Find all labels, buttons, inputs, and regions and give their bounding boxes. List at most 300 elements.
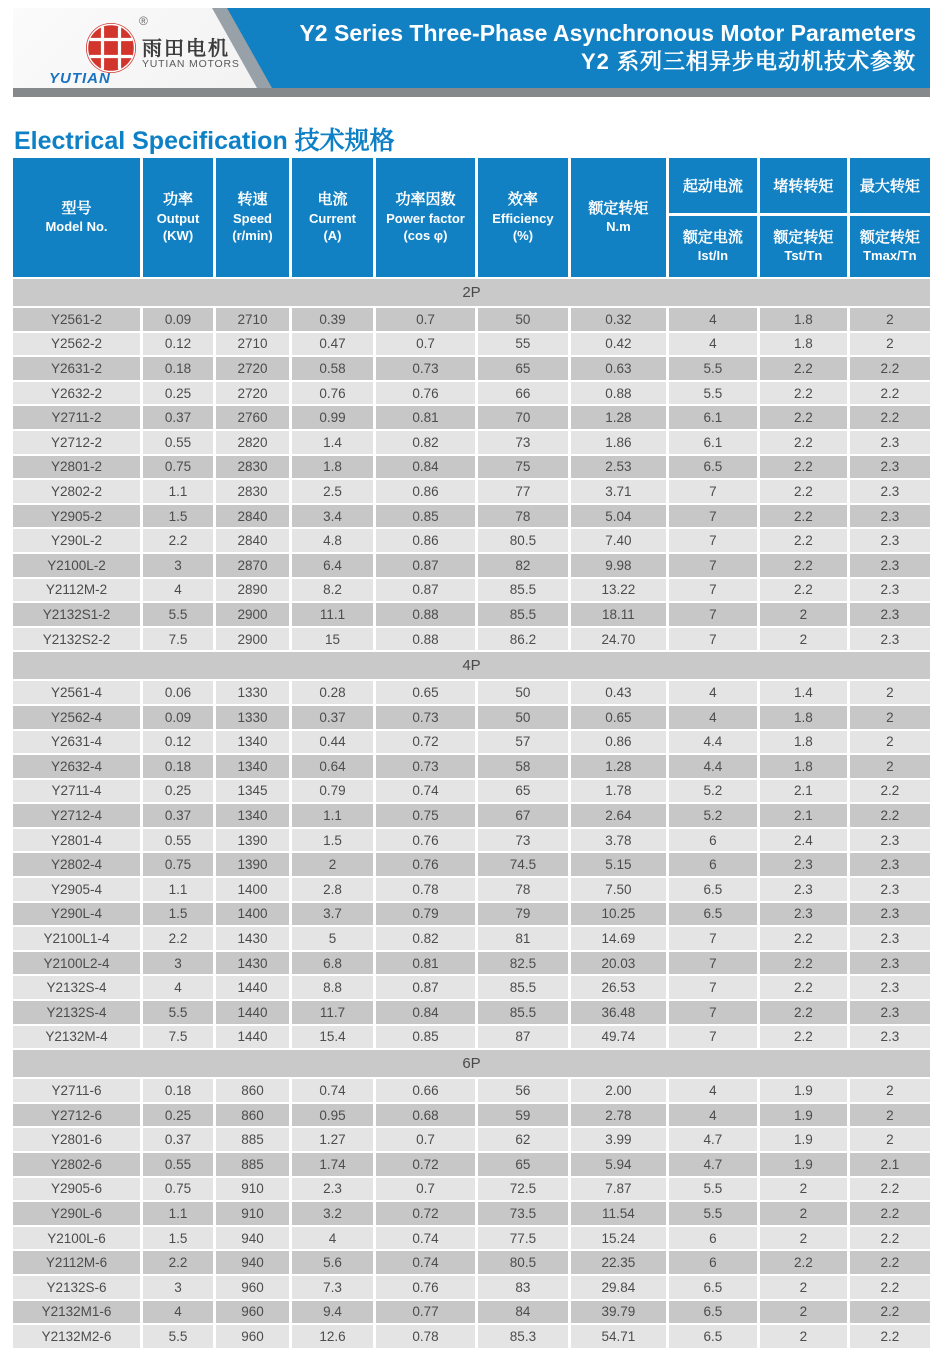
cell: 36.48: [568, 1001, 666, 1024]
cell: 1340: [213, 755, 289, 778]
cell: 55: [475, 333, 568, 356]
cell: 2900: [213, 628, 289, 651]
cell: Y2132S-4: [13, 1001, 140, 1024]
cell: 5.5: [666, 382, 757, 405]
section-band: 6P: [13, 1048, 930, 1077]
cell: 0.37: [140, 406, 213, 429]
table-row: [13, 1151, 930, 1176]
cell: 18.11: [568, 603, 666, 626]
cell: 73: [475, 829, 568, 852]
cell: 0.78: [373, 878, 475, 901]
cell: 7: [666, 927, 757, 950]
cell: 2870: [213, 554, 289, 577]
cell: Y290L-4: [13, 903, 140, 926]
cell: 50: [475, 308, 568, 331]
cell: 2.2: [847, 1276, 930, 1299]
cell: 0.73: [373, 357, 475, 380]
cell: 11.1: [289, 603, 373, 626]
header-title-en: Y2 Series Three-Phase Asynchronous Motor Parameters: [299, 20, 916, 47]
cell: 0.87: [373, 554, 475, 577]
table-body: [13, 277, 930, 1348]
cell: 22.35: [568, 1251, 666, 1274]
cell: 2.2: [847, 1301, 930, 1324]
table-row: [13, 429, 930, 454]
cell: 2.2: [847, 1178, 930, 1201]
cell: 1.78: [568, 780, 666, 803]
cell: 57: [475, 731, 568, 754]
column-header-bottom: 额定电流 Ist/In: [682, 228, 743, 264]
cell: 2760: [213, 406, 289, 429]
cell: 2: [757, 1227, 847, 1250]
column-header-top: 最大转矩: [850, 158, 930, 216]
cell: 2.2: [847, 1325, 930, 1348]
cell: 5.2: [666, 780, 757, 803]
cell: 2.3: [847, 456, 930, 479]
cell: 2.3: [847, 829, 930, 852]
cell: 2.2: [757, 382, 847, 405]
cell: Y2711-6: [13, 1079, 140, 1102]
cell: 2720: [213, 382, 289, 405]
cell: 81: [475, 927, 568, 950]
cell: Y2632-2: [13, 382, 140, 405]
cell: 1.28: [568, 406, 666, 429]
cell: 74.5: [475, 853, 568, 876]
cell: Y2132S1-2: [13, 603, 140, 626]
cell: 7: [666, 505, 757, 528]
cell: 860: [213, 1104, 289, 1127]
cell: 2.53: [568, 456, 666, 479]
cell: 1430: [213, 927, 289, 950]
cell: 5.94: [568, 1153, 666, 1176]
cell: 0.72: [373, 1153, 475, 1176]
table-row: [13, 306, 930, 331]
cell: 2.3: [757, 853, 847, 876]
cell: 11.54: [568, 1202, 666, 1225]
cell: 1.74: [289, 1153, 373, 1176]
cell: 2.3: [847, 431, 930, 454]
cell: 2.2: [847, 382, 930, 405]
cell: 0.7: [373, 1128, 475, 1151]
cell: 2.3: [847, 976, 930, 999]
table-row: [13, 478, 930, 503]
cell: 2.2: [757, 976, 847, 999]
cell: 0.47: [289, 333, 373, 356]
cell: 0.37: [140, 1128, 213, 1151]
column-header: 电流 Current (A): [289, 158, 373, 277]
cell: 11.7: [289, 1001, 373, 1024]
cell: 6: [666, 829, 757, 852]
cell: 885: [213, 1153, 289, 1176]
cell: 2.2: [757, 554, 847, 577]
cell: 0.65: [568, 706, 666, 729]
cell: 0.68: [373, 1104, 475, 1127]
cell: 7.5: [140, 628, 213, 651]
cell: 2: [847, 731, 930, 754]
cell: 79: [475, 903, 568, 926]
cell: 2.2: [847, 804, 930, 827]
cell: 1.4: [757, 681, 847, 704]
cell: 2.2: [140, 1251, 213, 1274]
cell: 2.3: [847, 903, 930, 926]
cell: 0.75: [373, 804, 475, 827]
cell: Y2711-2: [13, 406, 140, 429]
cell: 3.4: [289, 505, 373, 528]
cell: 0.42: [568, 333, 666, 356]
cell: Y2132S-4: [13, 976, 140, 999]
cell: 4: [666, 1079, 757, 1102]
cell: 6.5: [666, 1276, 757, 1299]
cell: 2.2: [757, 456, 847, 479]
cell: 1.4: [289, 431, 373, 454]
cell: 6.5: [666, 878, 757, 901]
cell: 0.81: [373, 952, 475, 975]
cell: 9.4: [289, 1301, 373, 1324]
cell: 2: [847, 1104, 930, 1127]
cell: 2.2: [847, 1202, 930, 1225]
cell: 2: [757, 1202, 847, 1225]
cell: Y2905-6: [13, 1178, 140, 1201]
cell: 2.3: [757, 878, 847, 901]
cell: 0.85: [373, 505, 475, 528]
cell: 0.74: [373, 1227, 475, 1250]
cell: 6.5: [666, 903, 757, 926]
cell: 14.69: [568, 927, 666, 950]
cell: 1.8: [289, 456, 373, 479]
cell: 0.39: [289, 308, 373, 331]
cell: 7.3: [289, 1276, 373, 1299]
table-row: [13, 503, 930, 528]
cell: 2.78: [568, 1104, 666, 1127]
cell: 1345: [213, 780, 289, 803]
cell: 2.00: [568, 1079, 666, 1102]
table-row: [13, 355, 930, 380]
cell: 2.2: [847, 406, 930, 429]
cell: 1440: [213, 976, 289, 999]
cell: 4.4: [666, 755, 757, 778]
section-band: 4P: [13, 650, 930, 679]
brand-script: YUTIAN: [49, 70, 111, 87]
cell: Y2711-4: [13, 780, 140, 803]
cell: Y2132S2-2: [13, 628, 140, 651]
header-underline-bar: [13, 88, 930, 97]
cell: 66: [475, 382, 568, 405]
cell: 0.55: [140, 431, 213, 454]
cell: 2: [757, 603, 847, 626]
cell: 0.82: [373, 431, 475, 454]
cell: 2900: [213, 603, 289, 626]
table-row: [13, 729, 930, 754]
cell: 2.2: [757, 431, 847, 454]
cell: 1440: [213, 1001, 289, 1024]
column-header: 效率 Efficiency (%): [475, 158, 568, 277]
cell: 8.8: [289, 976, 373, 999]
cell: 0.66: [373, 1079, 475, 1102]
cell: 0.87: [373, 976, 475, 999]
cell: 5.5: [140, 1001, 213, 1024]
cell: 7: [666, 579, 757, 602]
cell: 0.58: [289, 357, 373, 380]
cell: 78: [475, 505, 568, 528]
header-titles: [283, 8, 930, 88]
cell: 5.5: [140, 603, 213, 626]
cell: 7: [666, 480, 757, 503]
cell: 2.1: [847, 1153, 930, 1176]
table-row: [13, 1176, 930, 1201]
cell: 75: [475, 456, 568, 479]
cell: 77: [475, 480, 568, 503]
cell: 0.55: [140, 829, 213, 852]
cell: 5: [289, 927, 373, 950]
table-row: [13, 404, 930, 429]
cell: 2.4: [757, 829, 847, 852]
cell: 2890: [213, 579, 289, 602]
cell: 0.76: [373, 829, 475, 852]
cell: Y2632-4: [13, 755, 140, 778]
cell: 3.7: [289, 903, 373, 926]
table-row: [13, 1126, 930, 1151]
cell: 50: [475, 706, 568, 729]
brand-name-cn: 雨田电机: [142, 38, 230, 60]
cell: 2.3: [847, 878, 930, 901]
cell: Y2132M1-6: [13, 1301, 140, 1324]
cell: 7.40: [568, 529, 666, 552]
cell: 5.6: [289, 1251, 373, 1274]
cell: 0.7: [373, 1178, 475, 1201]
cell: 2.2: [757, 1026, 847, 1049]
cell: 2.2: [140, 529, 213, 552]
cell: 80.5: [475, 1251, 568, 1274]
cell: 1.9: [757, 1153, 847, 1176]
cell: 10.25: [568, 903, 666, 926]
cell: 1330: [213, 681, 289, 704]
cell: 2830: [213, 456, 289, 479]
table-row: [13, 704, 930, 729]
cell: Y2631-2: [13, 357, 140, 380]
cell: 7: [666, 952, 757, 975]
cell: 85.5: [475, 579, 568, 602]
cell: 0.79: [289, 780, 373, 803]
cell: Y290L-2: [13, 529, 140, 552]
cell: 5.04: [568, 505, 666, 528]
cell: 2.3: [847, 1026, 930, 1049]
cell: 0.18: [140, 1079, 213, 1102]
cell: 56: [475, 1079, 568, 1102]
section-title: [14, 121, 395, 157]
cell: 1.1: [140, 480, 213, 503]
cell: 885: [213, 1128, 289, 1151]
cell: 0.76: [373, 382, 475, 405]
cell: 78: [475, 878, 568, 901]
cell: 15.4: [289, 1026, 373, 1049]
cell: 960: [213, 1325, 289, 1348]
cell: 2: [757, 1301, 847, 1324]
cell: 4: [666, 1104, 757, 1127]
cell: 0.09: [140, 706, 213, 729]
section-title-en: Electrical Specification: [14, 127, 288, 155]
cell: Y2100L-6: [13, 1227, 140, 1250]
cell: 6.5: [666, 1301, 757, 1324]
cell: 5.5: [666, 1202, 757, 1225]
cell: 86.2: [475, 628, 568, 651]
column-header-bottom: 额定转矩 Tst/Tn: [773, 228, 834, 264]
cell: 2: [847, 333, 930, 356]
cell: Y290L-6: [13, 1202, 140, 1225]
cell: 2.3: [847, 628, 930, 651]
cell: 2.3: [847, 579, 930, 602]
cell: Y2801-2: [13, 456, 140, 479]
cell: 0.12: [140, 731, 213, 754]
table-row: [13, 851, 930, 876]
cell: 2: [757, 628, 847, 651]
cell: 1390: [213, 853, 289, 876]
cell: 2.2: [847, 1251, 930, 1274]
table-row: [13, 876, 930, 901]
column-header: 额定转矩 N.m: [568, 158, 666, 277]
cell: 0.95: [289, 1104, 373, 1127]
cell: 6: [666, 1227, 757, 1250]
cell: 26.53: [568, 976, 666, 999]
table-row: [13, 925, 930, 950]
cell: 1.28: [568, 755, 666, 778]
table-row: [13, 601, 930, 626]
cell: 2.2: [757, 505, 847, 528]
cell: 2.2: [757, 1001, 847, 1024]
company-logo: [13, 8, 257, 88]
cell: 7.87: [568, 1178, 666, 1201]
cell: 6.5: [666, 1325, 757, 1348]
cell: 2: [847, 755, 930, 778]
cell: 0.88: [373, 603, 475, 626]
cell: 67: [475, 804, 568, 827]
cell: 0.85: [373, 1026, 475, 1049]
cell: 5.5: [666, 357, 757, 380]
cell: 4.7: [666, 1153, 757, 1176]
table-row: [13, 1077, 930, 1102]
column-header: 转速 Speed (r/min): [213, 158, 289, 277]
cell: 2.5: [289, 480, 373, 503]
cell: 2.3: [847, 554, 930, 577]
cell: Y2112M-6: [13, 1251, 140, 1274]
cell: 0.81: [373, 406, 475, 429]
cell: 2.3: [289, 1178, 373, 1201]
cell: 29.84: [568, 1276, 666, 1299]
spec-table: [13, 158, 930, 1348]
cell: 72.5: [475, 1178, 568, 1201]
cell: 0.7: [373, 308, 475, 331]
cell: 73: [475, 431, 568, 454]
cell: 6.8: [289, 952, 373, 975]
cell: 2.2: [847, 1227, 930, 1250]
cell: 0.74: [289, 1079, 373, 1102]
cell: 0.76: [373, 853, 475, 876]
cell: 0.99: [289, 406, 373, 429]
cell: 6.4: [289, 554, 373, 577]
table-row: [13, 527, 930, 552]
cell: 7: [666, 976, 757, 999]
cell: 2.3: [847, 505, 930, 528]
cell: 860: [213, 1079, 289, 1102]
cell: 2710: [213, 333, 289, 356]
cell: 12.6: [289, 1325, 373, 1348]
cell: Y2100L-2: [13, 554, 140, 577]
cell: 1.9: [757, 1104, 847, 1127]
cell: 6: [666, 853, 757, 876]
cell: 0.73: [373, 755, 475, 778]
column-header-top: 起动电流: [669, 158, 757, 216]
cell: 0.87: [373, 579, 475, 602]
cell: 2.2: [140, 927, 213, 950]
cell: 2830: [213, 480, 289, 503]
table-row: [13, 778, 930, 803]
table-row: [13, 802, 930, 827]
cell: 82: [475, 554, 568, 577]
cell: 2.3: [847, 952, 930, 975]
cell: Y2132M2-6: [13, 1325, 140, 1348]
cell: 0.37: [289, 706, 373, 729]
cell: 2.2: [757, 952, 847, 975]
cell: 940: [213, 1251, 289, 1274]
cell: Y2801-6: [13, 1128, 140, 1151]
cell: Y2132S-6: [13, 1276, 140, 1299]
cell: 6: [666, 1251, 757, 1274]
cell: 62: [475, 1128, 568, 1151]
cell: 0.7: [373, 333, 475, 356]
cell: 0.84: [373, 456, 475, 479]
column-header-top: 堵转转矩: [760, 158, 847, 216]
cell: 49.74: [568, 1026, 666, 1049]
cell: 5.15: [568, 853, 666, 876]
cell: 0.86: [373, 529, 475, 552]
cell: 0.18: [140, 755, 213, 778]
table-row: [13, 577, 930, 602]
cell: 73.5: [475, 1202, 568, 1225]
cell: 87: [475, 1026, 568, 1049]
cell: 24.70: [568, 628, 666, 651]
cell: 13.22: [568, 579, 666, 602]
cell: 0.55: [140, 1153, 213, 1176]
cell: 2.8: [289, 878, 373, 901]
cell: 6.1: [666, 431, 757, 454]
table-row: [13, 1323, 930, 1348]
cell: 0.77: [373, 1301, 475, 1324]
cell: 0.25: [140, 780, 213, 803]
cell: 59: [475, 1104, 568, 1127]
cell: 0.88: [373, 628, 475, 651]
cell: 1.1: [289, 804, 373, 827]
column-header: 功率因数 Power factor (cos φ): [373, 158, 475, 277]
cell: 20.03: [568, 952, 666, 975]
cell: 2.1: [757, 804, 847, 827]
cell: 2.3: [847, 480, 930, 503]
table-row: [13, 626, 930, 651]
cell: 1430: [213, 952, 289, 975]
table-row: [13, 454, 930, 479]
cell: 0.86: [568, 731, 666, 754]
cell: 2820: [213, 431, 289, 454]
cell: Y2562-2: [13, 333, 140, 356]
cell: 0.32: [568, 308, 666, 331]
cell: 2.3: [847, 853, 930, 876]
table-row: [13, 552, 930, 577]
cell: 4: [140, 976, 213, 999]
cell: Y2802-6: [13, 1153, 140, 1176]
cell: Y2100L2-4: [13, 952, 140, 975]
cell: 65: [475, 780, 568, 803]
cell: 77.5: [475, 1227, 568, 1250]
cell: 1.9: [757, 1079, 847, 1102]
cell: 960: [213, 1276, 289, 1299]
section-title-cn: 技术规格: [294, 127, 395, 155]
